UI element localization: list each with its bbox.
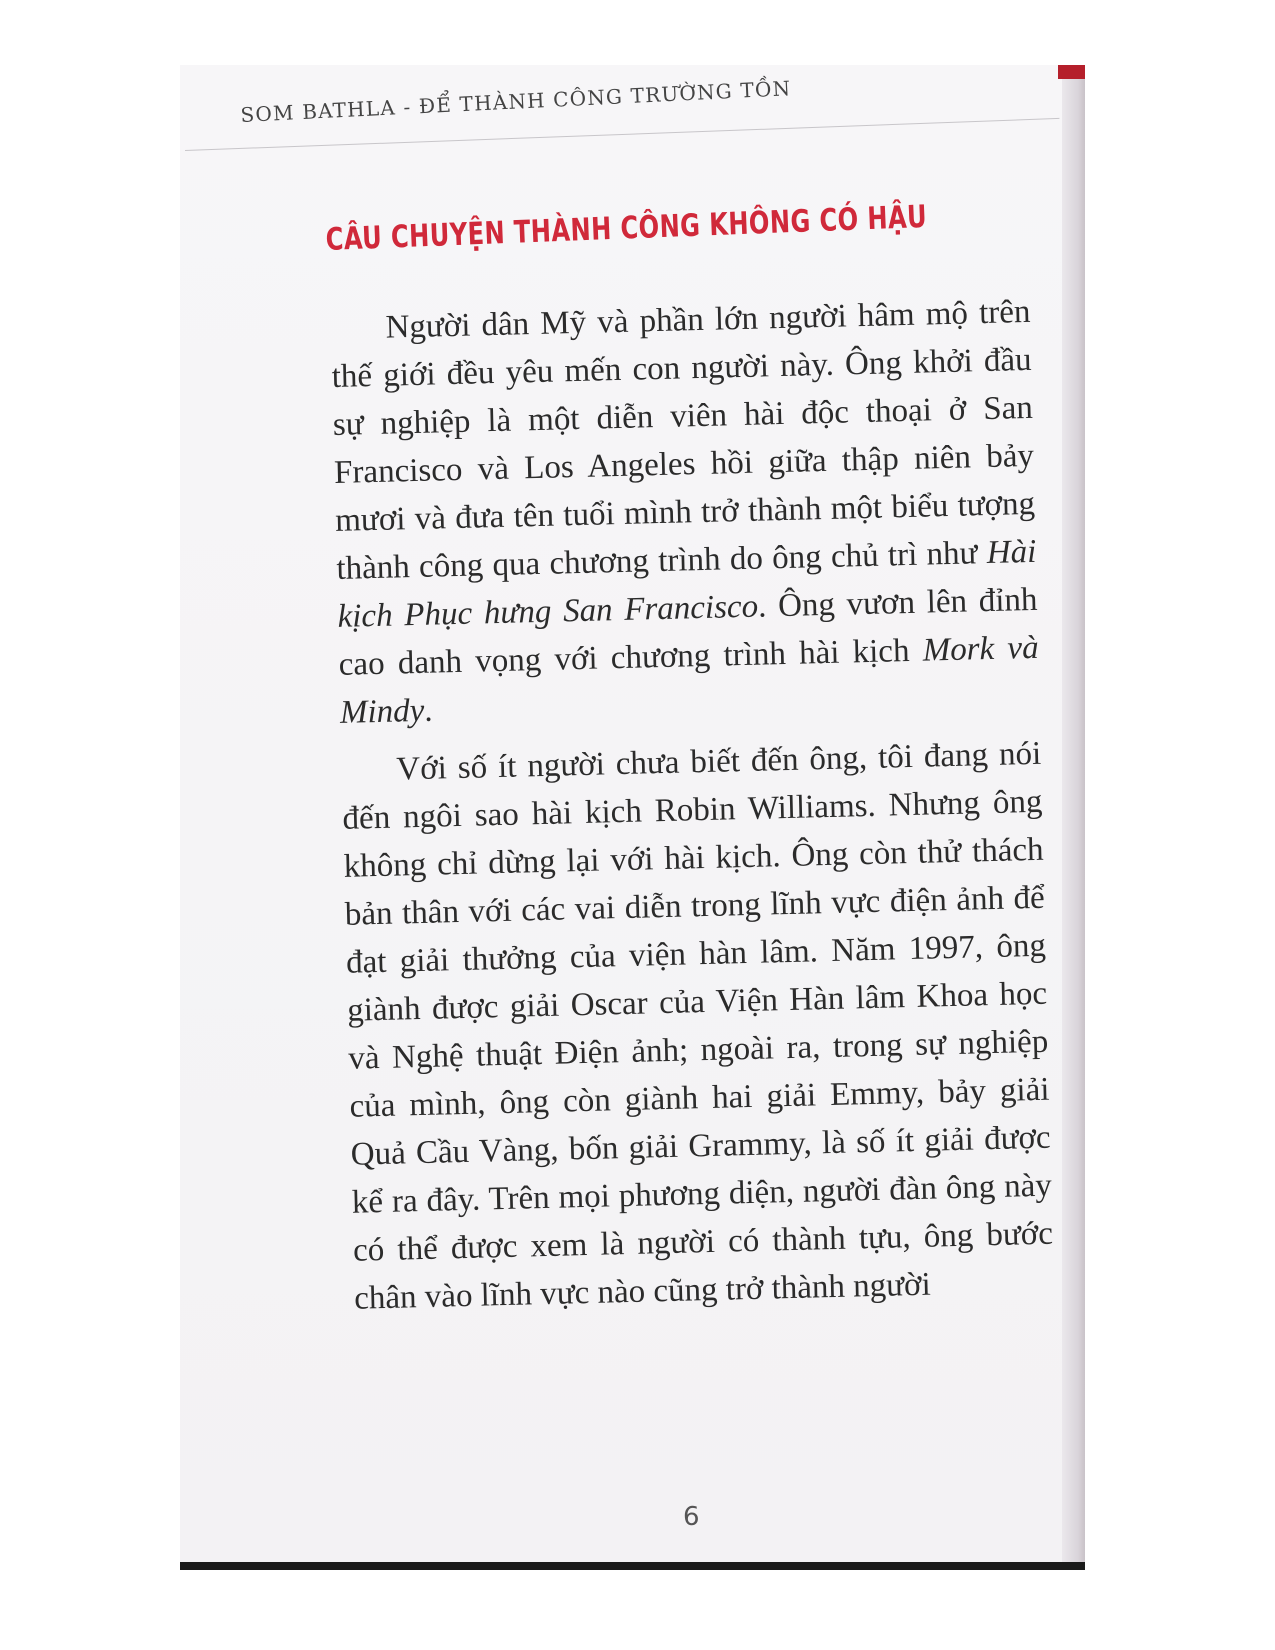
page-bottom-edge — [180, 1562, 1085, 1570]
page-edge — [1062, 65, 1085, 1570]
chapter-title: CÂU CHUYỆN THÀNH CÔNG KHÔNG CÓ HẬU — [325, 198, 928, 258]
show-title-italic: Hài kịch Phục hưng San Francisco — [337, 533, 1037, 635]
paragraph-text: . — [423, 692, 433, 729]
paragraph-text: Người dân Mỹ và phần lớn người hâm mộ trên thế giới đều yêu mến con người này. Ông khởi đầu sự nghiệp là một diễn viên hài độc thoại ở San Francisco và Los Angeles hồi giữa thập niên bảy mươi và đưa tên tuổi mình trở thành một biểu tượng thành công qua chương trình do ông chủ trì như — [331, 293, 1036, 587]
running-header: SOM BATHLA - ĐỂ THÀNH CÔNG TRƯỜNG TỒN — [240, 76, 792, 127]
cover-corner — [1058, 65, 1085, 79]
body-text — [330, 288, 1055, 1323]
page-number: 6 — [683, 1502, 700, 1532]
show-title-italic: Mork và Mindy — [339, 629, 1040, 731]
paragraph: Với số ít người chưa biết đến ông, tôi đang nói đến ngôi sao hài kịch Robin Williams. Nhưng ông không chỉ dừng lại với hài kịch. Ông còn thử thách bản thân với các vai diễn trong lĩnh vực điện ảnh để đạt giải thưởng của viện hàn lâm. Năm 1997, ông giành được giải Oscar của Viện Hàn lâm Khoa học và Nghệ thuật Điện ảnh; ngoài ra, trong sự nghiệp của mình, ông còn giành hai giải Emmy, bảy giải Quả Cầu Vàng, bốn giải Grammy, là số ít giải được kể ra đây. Trên mọi phương diện, người đàn ông này có thể được xem là người có thành tựu, ông bước chân vào lĩnh vực nào cũng trở thành người — [342, 735, 1054, 1317]
paragraph — [330, 288, 1040, 737]
paragraph-text: . Ông vươn lên đỉnh cao danh vọng với chương trình hài kịch — [338, 581, 1038, 683]
